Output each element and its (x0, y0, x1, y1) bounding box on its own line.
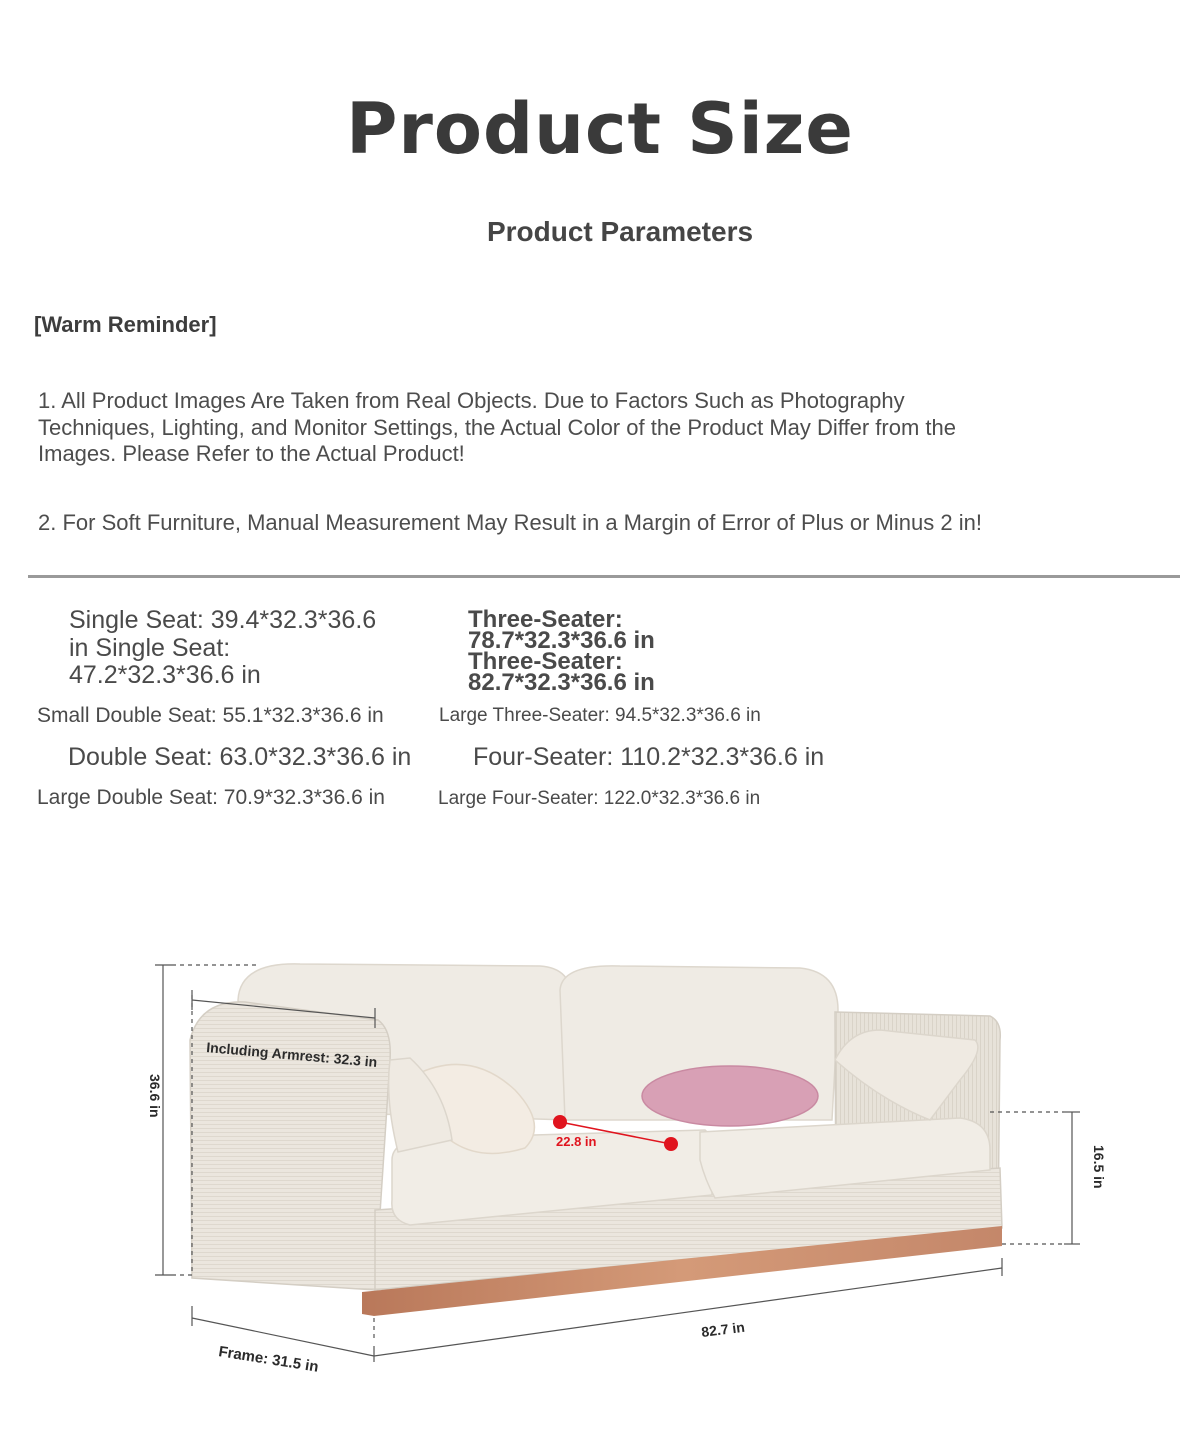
size-single-seat: Single Seat: 39.4*32.3*36.6 in Single Seat: 47.2*32.3*36.6 in (69, 606, 377, 689)
size-large-three-seater: Large Three-Seater: 94.5*32.3*36.6 in (439, 705, 761, 726)
height-label: 36.6 in (147, 1074, 163, 1118)
size-three-seater-value-b: 82.7*32.3*36.6 in (468, 669, 655, 696)
size-three-seater-value-a: 78.7*32.3*36.6 in (468, 627, 655, 654)
reminder-note-2: 2. For Soft Furniture, Manual Measurement May Result in a Margin of Error of Plus or Minus 2 in! (38, 510, 982, 535)
seat-depth-marker-start (553, 1115, 567, 1129)
page-title: Product Size (346, 88, 854, 170)
section-subtitle: Product Parameters (486, 216, 754, 247)
armrest-depth-label: Including Armrest: 32.3 in (205, 1039, 378, 1070)
pillow-pink (642, 1066, 818, 1126)
seat-depth-label: 22.8 in (556, 1134, 597, 1149)
size-double-seat: Double Seat: 63.0*32.3*36.6 in (68, 743, 412, 771)
sofa-dimension-diagram (60, 900, 1140, 1400)
length-label: 82.7 in (700, 1318, 746, 1340)
seat-height-label: 16.5 in (1091, 1145, 1107, 1189)
divider (28, 575, 1180, 578)
warm-reminder-label: [Warm Reminder] (34, 312, 217, 337)
frame-depth-label: Frame: 31.5 in (217, 1343, 320, 1376)
size-large-double-seat: Large Double Seat: 70.9*32.3*36.6 in (37, 786, 385, 809)
size-large-four-seater: Large Four-Seater: 122.0*32.3*36.6 in (438, 788, 761, 809)
size-four-seater: Four-Seater: 110.2*32.3*36.6 in (473, 743, 825, 771)
size-three-seater-label-a: Three-Seater: (468, 606, 623, 633)
seat-depth-marker-end (664, 1137, 678, 1151)
size-three-seater-label-b: Three-Seater: (468, 648, 623, 675)
reminder-note-1: 1. All Product Images Are Taken from Real Objects. Due to Factors Such as Photography Techniques, Lighting, and Monitor Settings, the Actual Color of the Product May Differ from the Images. Please Refer to the Actual Product! (38, 388, 956, 466)
size-small-double-seat: Small Double Seat: 55.1*32.3*36.6 in (37, 704, 384, 727)
